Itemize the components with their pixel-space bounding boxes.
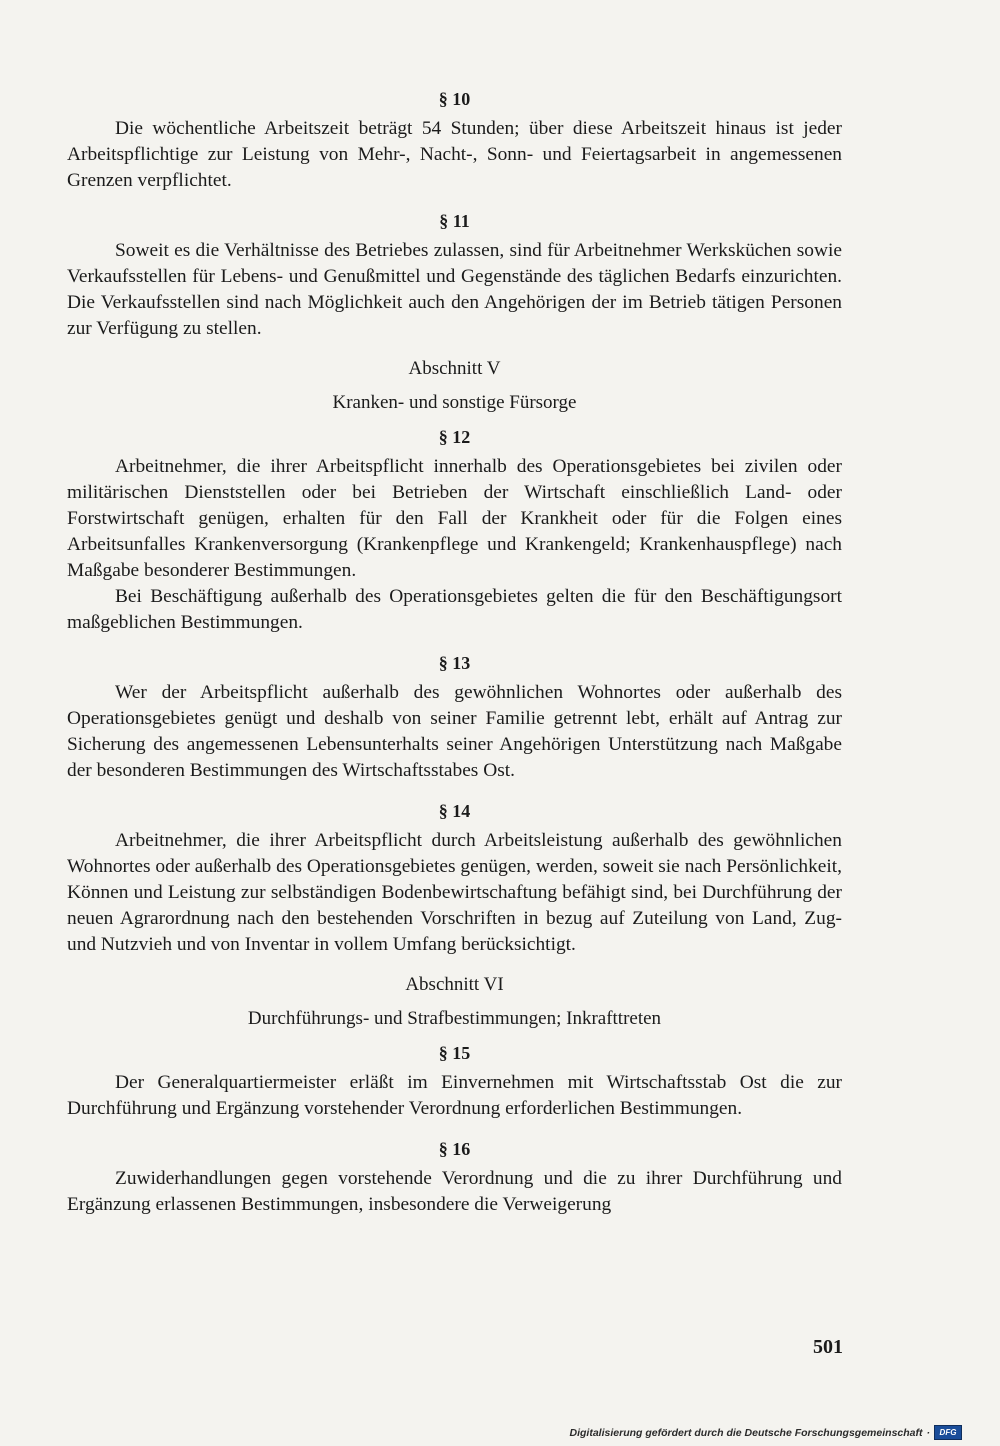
paragraph-heading: § 13	[438, 653, 471, 673]
paragraph-text: Arbeitnehmer, die ihrer Arbeitspflicht innerhalb des Operationsgebietes bei zivilen oder militärischen Dienststellen oder bei Betrieben der Wirtschaft einschließlich Land- oder Forstwirtschaft genügen, erhalten für den Fall der Krankheit oder für die Folgen eines Arbeitsunfalles Krankenversorgung (Krankenpflege und Krankengeld; Krankenhauspflege) nach Maßgabe besonderer Bestimmungen.	[67, 456, 842, 581]
paragraph-text: Soweit es die Verhältnisse des Betriebes zulassen, sind für Arbeitnehmer Werksküchen sowie Verkaufsstellen für Lebens- und Genußmittel und Gegenstände des täglichen Bedarfs einzurichten. Die Verkaufsstellen sind nach Möglichkeit auch den Angehörigen der im Betrieb tätigen Personen zur Verfügung zu stellen.	[67, 240, 842, 339]
abschnitt-heading: Abschnitt VI	[405, 974, 504, 995]
paragraph-section-13	[67, 650, 842, 784]
paragraph-text: Wer der Arbeitspflicht außerhalb des gewöhnlichen Wohnortes oder außerhalb des Operationsgebietes genügt und deshalb von seiner Familie getrennt lebt, erhält auf Antrag zur Sicherung des angemessenen Lebensunterhalts seiner Angehörigen Unterstützung nach Maßgabe der besonderen Bestimmungen des Wirtschaftsstabes Ost.	[67, 682, 842, 781]
paragraph-section-14	[67, 798, 842, 958]
footer-text: Digitalisierung gefördert durch die Deutsche Forschungsgemeinschaft	[569, 1426, 923, 1439]
digitization-footer	[570, 1425, 962, 1440]
paragraph-section-11	[67, 208, 842, 342]
paragraph-section-10	[67, 86, 842, 194]
dfg-logo-text: DFG	[939, 1428, 957, 1437]
paragraph-heading: § 10	[438, 89, 471, 109]
paragraph-heading: § 16	[438, 1139, 471, 1159]
abschnitt-title: Durchführungs- und Strafbestimmungen; Inkrafttreten	[247, 1008, 662, 1029]
paragraph-text: Bei Beschäftigung außerhalb des Operationsgebietes gelten die für den Beschäftigungsort maßgeblichen Bestimmungen.	[67, 586, 842, 633]
paragraph-text: Die wöchentliche Arbeitszeit beträgt 54 Stunden; über diese Arbeitszeit hinaus ist jeder Arbeitspflichtige zur Leistung von Mehr-, Nacht-, Sonn- und Feiertagsarbeit in angemessenen Grenzen verpflichtet.	[67, 118, 842, 191]
paragraph-heading: § 11	[439, 211, 470, 231]
paragraph-text: Der Generalquartiermeister erläßt im Einvernehmen mit Wirtschaftsstab Ost die zur Durchführung und Ergänzung vorstehender Verordnung erforderlichen Bestimmungen.	[67, 1072, 842, 1119]
abschnitt-heading: Abschnitt V	[408, 358, 501, 379]
footer-separator: ·	[926, 1426, 930, 1439]
page-number: 501	[813, 1336, 843, 1358]
paragraph-section-16	[67, 1136, 842, 1218]
paragraph-heading: § 12	[438, 427, 471, 447]
paragraph-heading: § 15	[438, 1043, 471, 1063]
paragraph-text: Arbeitnehmer, die ihrer Arbeitspflicht durch Arbeitsleistung außerhalb des gewöhnlichen Wohnortes oder außerhalb des Operationsgebietes genügen, werden, soweit sie nach Persönlichkeit, Können und Leistung zur selbständigen Bodenbewirtschaftung befähigt sind, bei Durchführung der neuen Agrarordnung nach den bestehenden Vorschriften in bezug auf Zuteilung von Land, Zug- und Nutzvieh und von Inventar in vollem Umfang berücksichtigt.	[67, 830, 842, 955]
paragraph-heading: § 14	[438, 801, 471, 821]
document-body	[67, 86, 842, 1232]
paragraph-section-15	[67, 972, 842, 1122]
paragraph-text: Zuwiderhandlungen gegen vorstehende Verordnung und die zu ihrer Durchführung und Ergänzung erlassenen Bestimmungen, insbesondere die Verweigerung	[67, 1168, 842, 1215]
paragraph-section-12	[67, 356, 842, 636]
dfg-logo-icon	[934, 1425, 962, 1440]
abschnitt-title: Kranken- und sonstige Fürsorge	[332, 392, 577, 413]
